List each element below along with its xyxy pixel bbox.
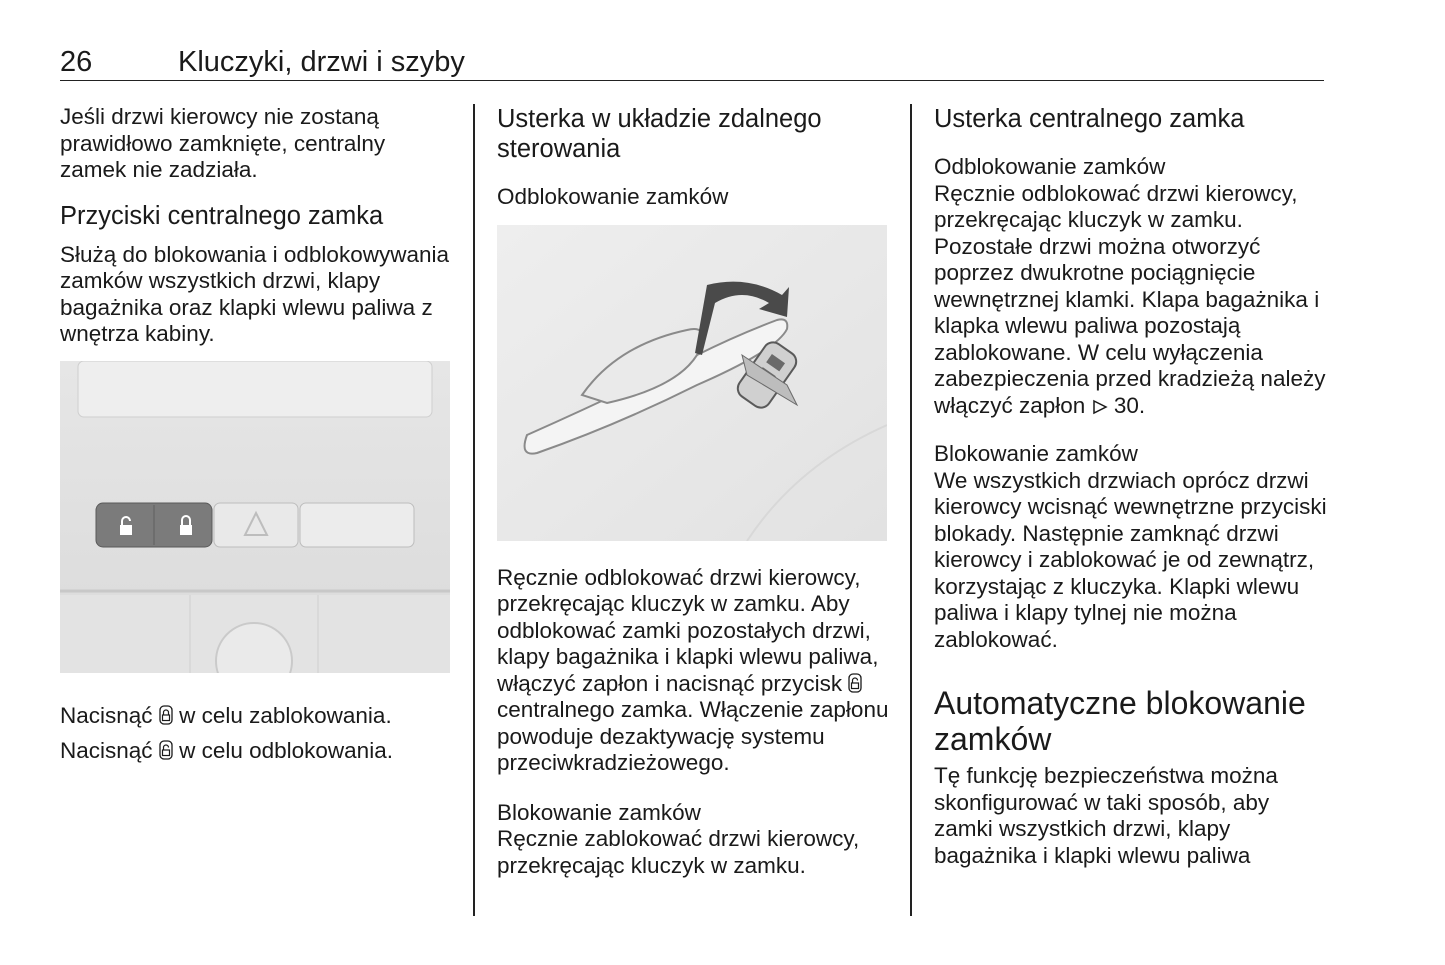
- body-paragraph: Służą do blokowania i odblokowywania zamków wszystkich drzwi, klapy bagażnika oraz klapki wlewu paliwa z wnętrza kabiny.: [60, 241, 449, 346]
- unlock-instruction-suffix: w celu odblokowania.: [179, 737, 393, 763]
- unlock-paragraph: [934, 181, 1329, 420]
- heading-remote-control-fault: Usterka w układzie zdalnego sterowania: [497, 105, 822, 163]
- dashboard-buttons-illustration: [60, 361, 450, 673]
- unlock-icon: [159, 740, 173, 760]
- intro-paragraph: Jeśli drzwi kierowcy nie zostaną prawidłowo zamknięte, centralny zamek nie zadziała.: [60, 104, 386, 182]
- lock-instruction-prefix: Nacisnąć: [60, 702, 153, 728]
- unlock-instruction-prefix: Nacisnąć: [60, 737, 153, 763]
- unlock-text: Ręcznie odblokować drzwi kierowcy, przekręcając kluczyk w zamku. Pozostałe drzwi można otworzyć poprzez dwukrotne pociągnięcie wewnętrznej klamki. Klapa bagażnika i klapka wlewu paliwa pozostają zablokowane. W celu wyłączenia zabezpieczenia przed kradzieżą należy włączyć zapłon: [934, 180, 1326, 418]
- page-number: 26: [60, 46, 93, 78]
- lock-paragraph: We wszystkich drzwiach oprócz drzwi kierowcy wcisnąć wewnętrzne przyciski blokady. Następnie zamknąć drzwi kierowcy i zablokować je od zewnątrz, korzystając z kluczyka. Klapki wlewu paliwa i klapy tylnej nie można zablokować.: [934, 467, 1327, 652]
- subheading-unlocking: Odblokowanie zamków: [497, 184, 729, 209]
- lock-paragraph: Ręcznie zablokować drzwi kierowcy, przekręcając kluczyk w zamku.: [497, 826, 860, 878]
- column-divider: [473, 104, 475, 916]
- lock-instruction: [60, 698, 455, 733]
- heading-automatic-locking: Automatyczne blokowanie zamków: [934, 685, 1306, 757]
- page-header: [60, 44, 1324, 81]
- column-2: [497, 104, 892, 879]
- page-title: Kluczyki, drzwi i szyby: [178, 46, 465, 78]
- door-handle-key-illustration: [497, 225, 887, 541]
- unlock-instruction: [60, 733, 455, 768]
- subheading-locking: Blokowanie zamków: [497, 799, 701, 825]
- cross-reference-icon: [1092, 399, 1108, 415]
- unlock-icon: [848, 673, 862, 693]
- automatic-locking-paragraph: Tę funkcję bezpieczeństwa można skonfigurować w taki sposób, aby zamki wszystkich drzwi, klapy bagażnika i klapki wlewu paliwa: [934, 763, 1278, 868]
- subheading-locking: Blokowanie zamków: [934, 441, 1138, 466]
- lock-icon: [159, 705, 173, 725]
- subheading-unlocking: Odblokowanie zamków: [934, 154, 1166, 179]
- unlock-paragraph: [497, 565, 892, 777]
- lock-instruction-suffix: w celu zablokowania.: [179, 702, 392, 728]
- column-1: [60, 104, 455, 768]
- column-divider: [910, 104, 912, 916]
- unlock-text-part-1: Ręcznie odblokować drzwi kierowcy, przekręcając kluczyk w zamku. Aby odblokować zamki pozostałych drzwi, klapy bagażnika i klapki wlewu paliwa, włączyć zapłon i nacisnąć przycisk: [497, 564, 879, 696]
- heading-central-lock-fault: Usterka centralnego zamka: [934, 105, 1245, 133]
- unlock-text-part-2: centralnego zamka. Włączenie zapłonu powoduje dezaktywację systemu przeciwkradzieżowego.: [497, 697, 889, 775]
- cross-reference-page[interactable]: 30.: [1113, 392, 1146, 418]
- heading-central-lock-buttons: Przyciski centralnego zamka: [60, 201, 384, 230]
- column-3: [934, 104, 1329, 869]
